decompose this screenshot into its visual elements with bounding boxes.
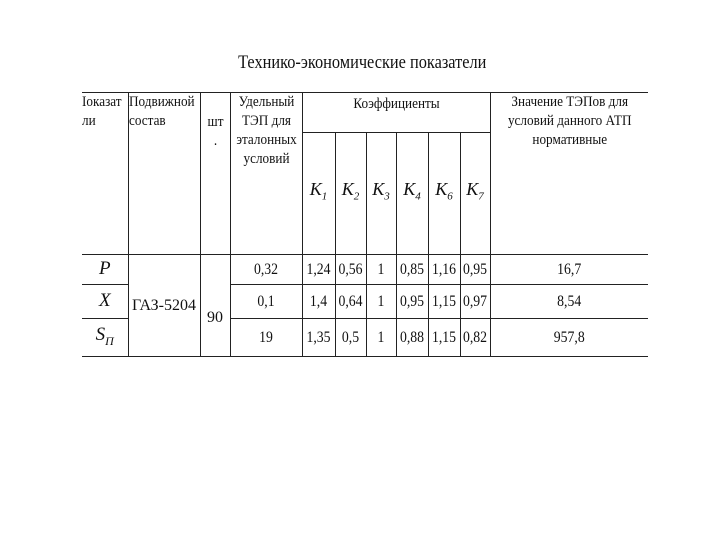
symbol-cell: P bbox=[82, 255, 128, 285]
k-label: $K_1$ bbox=[302, 133, 335, 255]
normative-value: 8,54 bbox=[501, 285, 637, 319]
k-value: 1 bbox=[368, 285, 394, 319]
specific-value: 0,1 bbox=[235, 285, 297, 319]
symbol-cell: X bbox=[82, 285, 128, 319]
k-value: 0,56 bbox=[337, 255, 364, 285]
vehicle-cell: ГАЗ-5204 bbox=[128, 255, 200, 357]
k-value: 0,5 bbox=[337, 319, 364, 357]
header-indicator: Іоказат ли bbox=[82, 93, 128, 255]
header-units: шт . bbox=[200, 93, 230, 255]
k-value: 1 bbox=[368, 319, 394, 357]
k-value: 0,64 bbox=[337, 285, 364, 319]
normative-value: 16,7 bbox=[501, 255, 637, 285]
k-value: 0,82 bbox=[462, 319, 488, 357]
k-value: 1,24 bbox=[304, 255, 332, 285]
k-value: 0,95 bbox=[398, 285, 426, 319]
k-value: 1,15 bbox=[430, 285, 458, 319]
normative-value: 957,8 bbox=[501, 319, 637, 357]
count-cell: 90 bbox=[200, 255, 230, 357]
k-value: 1,16 bbox=[430, 255, 458, 285]
k-label: $K_6$ bbox=[428, 133, 460, 255]
k-label: $K_4$ bbox=[396, 133, 428, 255]
k-value: 0,85 bbox=[398, 255, 426, 285]
symbol-cell: $S_П$ bbox=[82, 319, 128, 357]
header-rolling-stock: Подвижной состав bbox=[128, 93, 200, 255]
k-label: $K_3$ bbox=[366, 133, 396, 255]
table-row bbox=[82, 255, 648, 285]
slide-title: Технико-экономические показатели bbox=[238, 52, 487, 73]
header-coefficients: Коэффициенты bbox=[302, 93, 490, 133]
k-value: 0,97 bbox=[462, 285, 488, 319]
k-value: 1,35 bbox=[304, 319, 332, 357]
header-specific-tep: Удельный ТЭП для эталонных условий bbox=[230, 93, 302, 255]
header-normative: Значение ТЭПов для условий данного АТП нормативные bbox=[490, 93, 648, 255]
specific-value: 0,32 bbox=[235, 255, 297, 285]
tep-table bbox=[82, 92, 648, 357]
k-value: 0,88 bbox=[398, 319, 426, 357]
k-label: $K_7$ bbox=[460, 133, 490, 255]
k-value: 0,95 bbox=[462, 255, 488, 285]
specific-value: 19 bbox=[235, 319, 297, 357]
k-value: 1,15 bbox=[430, 319, 458, 357]
k-value: 1,4 bbox=[304, 285, 332, 319]
k-label: $K_2$ bbox=[335, 133, 366, 255]
k-value: 1 bbox=[368, 255, 394, 285]
